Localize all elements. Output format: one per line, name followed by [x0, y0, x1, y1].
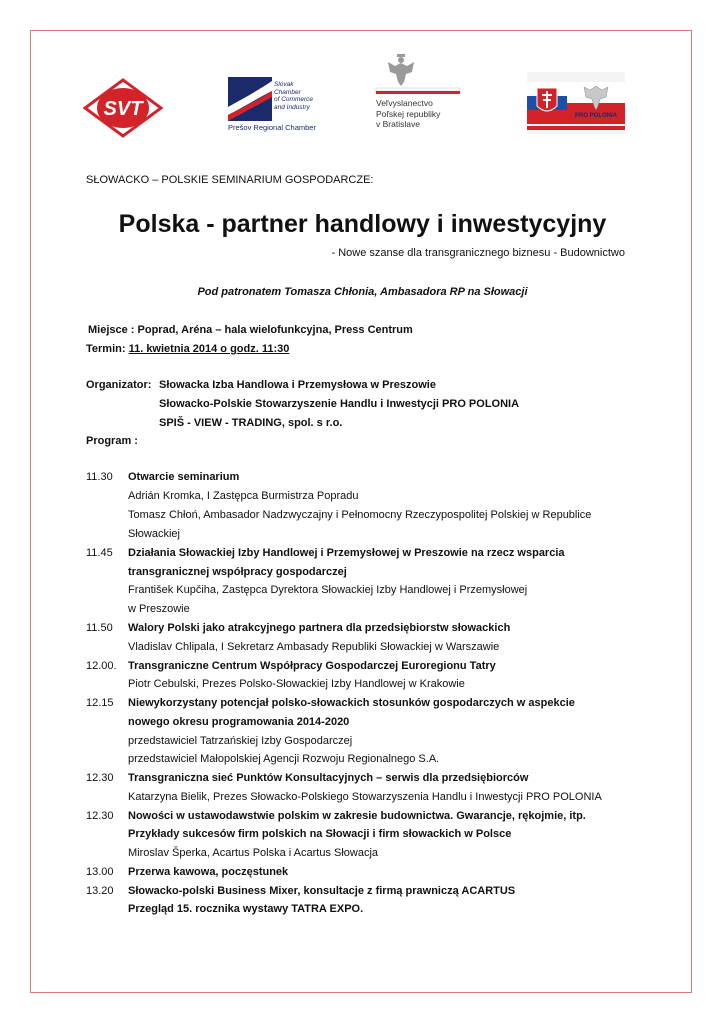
program-line: przedstawiciel Małopolskiej Agencji Rozwoju Regionalnego S.A. [128, 753, 440, 765]
program-line: Otwarcie seminarium [128, 471, 240, 483]
term [86, 341, 289, 357]
embassy-logo-text: Veľvyslanectvo Poľskej republiky v Bratislave [376, 98, 441, 129]
program-time: 13.00 [86, 866, 114, 878]
program-line: przedstawiciel Tatrzańskiej Izby Gospodarczej [128, 735, 353, 747]
page-subtitle: - Nowe szanse dla transgranicznego biznesu - Budownictwo [331, 247, 625, 259]
program-time: 11.30 [86, 471, 113, 483]
program-time: 11.50 [86, 622, 113, 634]
program-line: Tomasz Chłoń, Ambasador Nadzwyczajny i Pełnomocny Rzeczypospolitej Polskiej w Republice [128, 509, 592, 521]
program-line: Piotr Cebulski, Prezes Polsko-Słowackiej Izby Handlowej w Krakowie [128, 678, 465, 690]
program-line: nowego okresu programowania 2014-2020 [128, 716, 350, 728]
pro-polonia-logo [527, 72, 625, 134]
program-time: 12.00. [86, 660, 117, 672]
patronage: Pod patronatem Tomasza Chłonia, Ambasadora RP na Słowacji [197, 286, 528, 298]
embassy-logo [370, 52, 465, 137]
program-time: 11.45 [86, 547, 113, 559]
program-line: Przerwa kawowa, poczęstunek [128, 866, 289, 878]
program-line: František Kupčiha, Zastępca Dyrektora Słowackiej Izby Handlowej i Przemysłowej [128, 584, 528, 596]
program-line: Walory Polski jako atrakcyjnego partnera dla przedsiębiorstw słowackich [128, 622, 511, 634]
program-time: 12.30 [86, 772, 114, 784]
program-line: Przykłady sukcesów firm polskich na Słowacji i firm słowackich w Polsce [128, 828, 512, 840]
program-line: Miroslav Šperka, Acartus Polska i Acartus Słowacja [128, 847, 379, 859]
organizer-3: SPIŠ - VIEW - TRADING, spol. s r.o. [159, 417, 343, 429]
program-line: Vladislav Chlipala, I Sekretarz Ambasady Republiki Słowackiej w Warszawie [128, 641, 500, 653]
organizer-2: Słowacko-Polskie Stowarzyszenie Handlu i Inwestycji PRO POLONIA [159, 398, 520, 410]
program-time: 12.30 [86, 810, 114, 822]
page-title: Polska - partner handlowy i inwestycyjny [118, 210, 607, 238]
program-line: transgranicznej współpracy gospodarczej [128, 566, 347, 578]
program-line: Działania Słowackiej Izby Handlowej i Przemysłowej w Preszowie na rzecz wsparcia [128, 547, 565, 559]
program-time: 13.20 [86, 885, 114, 897]
organizer-1: Słowacka Izba Handlowa i Przemysłowa w Preszowie [159, 379, 436, 391]
seminar-kicker: SŁOWACKO – POLSKIE SEMINARIUM GOSPODARCZE: [86, 174, 374, 186]
term-value: 11. kwietnia 2014 o godz. 11:30 [128, 343, 290, 355]
organizer-label: Organizator: [86, 379, 152, 391]
program-line: Słowacko-polski Business Mixer, konsultacje z firmą prawniczą ACARTUS [128, 885, 516, 897]
chamber-logo-subtitle: Prešov Regional Chamber [228, 123, 316, 132]
program-line: Nowości w ustawodawstwie polskim w zakresie budownictwa. Gwarancje, rękojmie, itp. [128, 810, 586, 822]
program-line: Adrián Kromka, I Zastępca Burmistrza Popradu [128, 490, 359, 502]
chamber-logo-text: Slovak Chamber of Commerce and Industry [274, 81, 314, 111]
chamber-logo [228, 77, 323, 137]
program-line: Niewykorzystany potencjał polsko-słowackich stosunków gospodarczych w aspekcie [128, 697, 575, 709]
place: Miejsce : Poprad, Aréna – hala wielofunkcyjna, Press Centrum [88, 324, 413, 336]
program-label: Program : [86, 435, 138, 447]
program-line: Przegląd 15. rocznika wystawy TATRA EXPO. [128, 903, 364, 915]
svt-logo-text: SVT [103, 98, 143, 120]
pro-polonia-logo-text: PRO POLONIA [574, 113, 618, 119]
program-line: Transgraniczne Centrum Współpracy Gospodarczej Euroregionu Tatry [128, 660, 496, 672]
program-line: Słowackiej [128, 528, 180, 540]
svt-logo [83, 78, 163, 138]
program-time: 12.15 [86, 697, 114, 709]
program-line: Katarzyna Bielik, Prezes Słowacko-Polskiego Stowarzyszenia Handlu i Inwestycji PRO POLONIA [128, 791, 602, 803]
term-label: Termin: [86, 343, 129, 355]
program-line: Transgraniczna sieć Punktów Konsultacyjnych – serwis dla przedsiębiorców [128, 772, 529, 784]
program-line: w Preszowie [128, 603, 190, 615]
